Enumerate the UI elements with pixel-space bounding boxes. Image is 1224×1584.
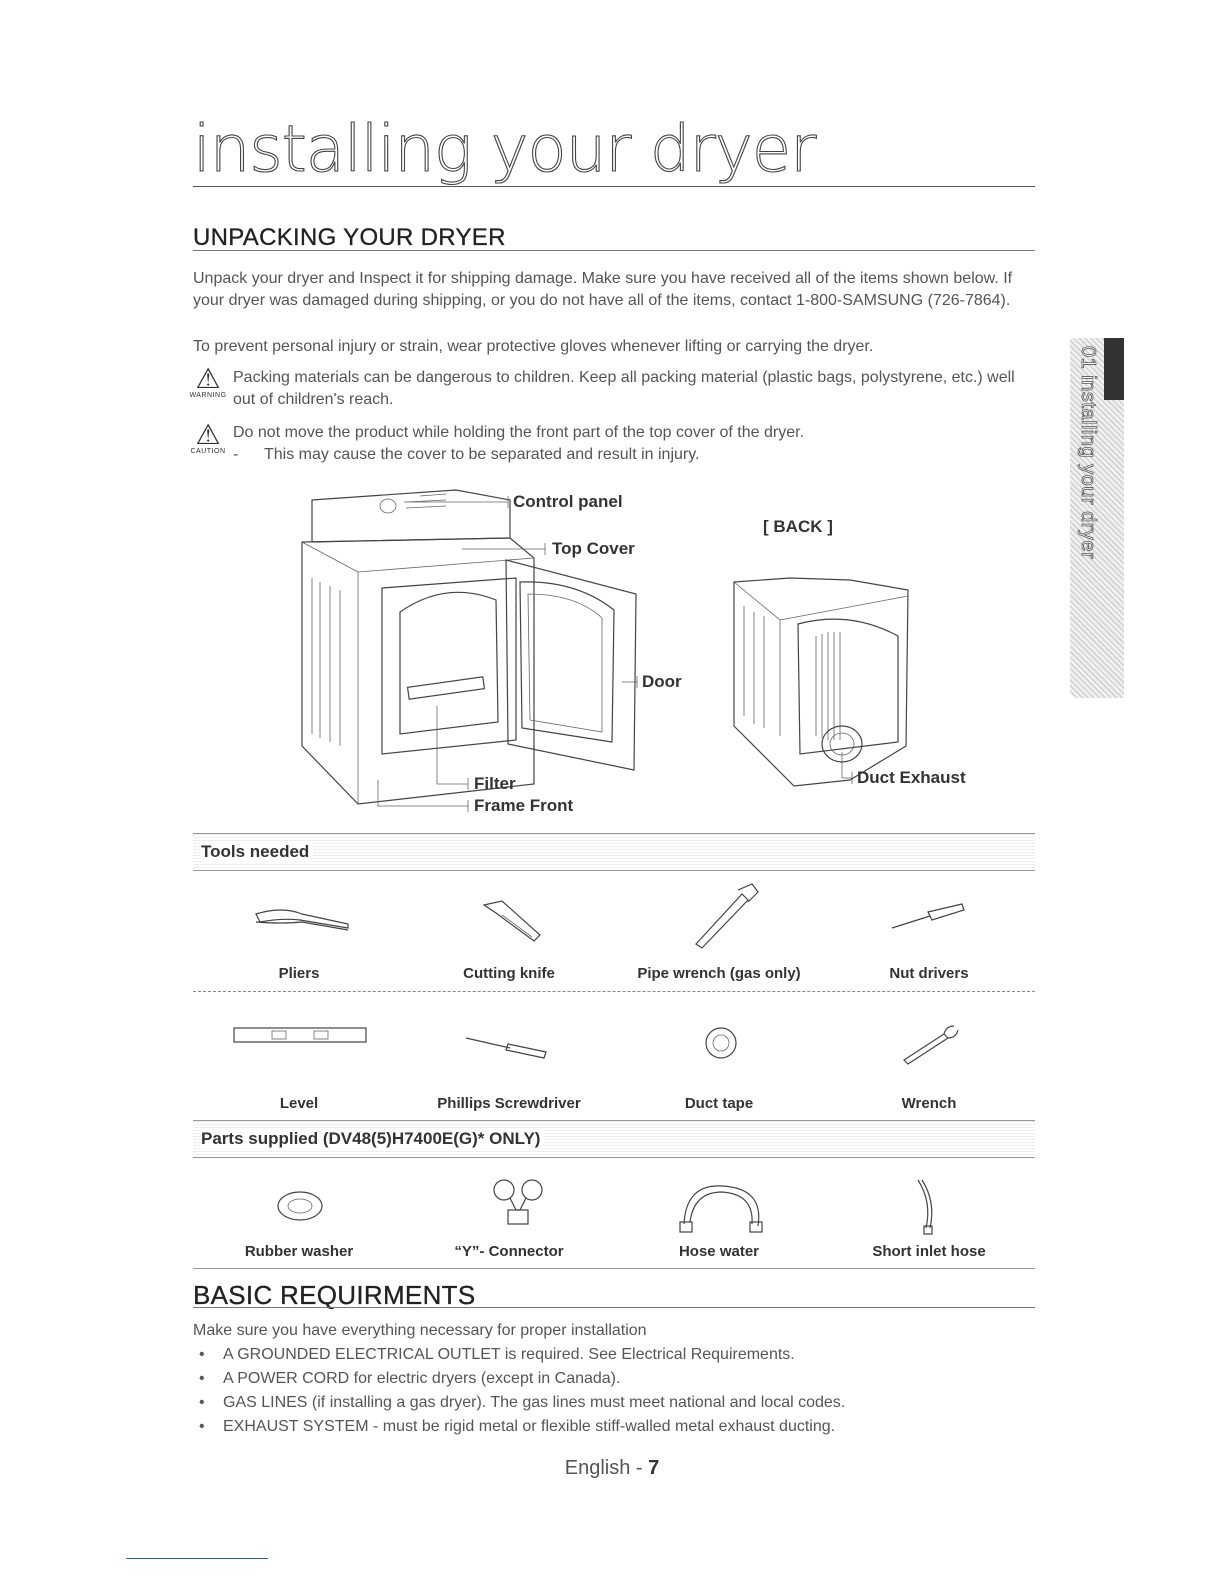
part-label-rubber-washer: Rubber washer	[244, 1243, 354, 1260]
page-number: 7	[648, 1457, 660, 1479]
requirements-list	[193, 1343, 1013, 1439]
pliers-icon	[252, 900, 352, 936]
tool-label-nut-drivers: Nut drivers	[889, 965, 969, 982]
requirements-rule	[193, 1307, 1035, 1308]
tool-label-phillips-screwdriver: Phillips Screwdriver	[437, 1095, 581, 1112]
caution-subtext: This may cause the cover to be separated and result in injury.	[264, 446, 700, 463]
label-control-panel: Control panel	[513, 492, 623, 511]
list-item: • GAS LINES (if installing a gas dryer). The gas lines must meet national and local codes.	[193, 1391, 1013, 1415]
caution-dash: -	[233, 446, 239, 463]
label-top-cover: Top Cover	[552, 539, 635, 558]
part-label-hose-water: Hose water	[678, 1243, 760, 1260]
part-label-y-connector: “Y”- Connector	[454, 1243, 564, 1260]
label-filter: Filter	[474, 774, 516, 793]
parts-heading: Parts supplied (DV48(5)H7400E(G)* ONLY)	[201, 1129, 544, 1149]
list-item: • A POWER CORD for electric dryers (except in Canada).	[193, 1367, 1013, 1391]
parts-section-bar	[193, 1120, 1035, 1158]
dryer-back-illustration	[730, 576, 920, 796]
tools-heading: Tools needed	[201, 842, 313, 862]
water-hose-icon	[676, 1178, 768, 1238]
inlet-hose-icon	[910, 1176, 940, 1238]
tools-divider	[193, 991, 1035, 992]
label-door: Door	[642, 672, 682, 691]
tool-label-pipe-wrench: Pipe wrench (gas only)	[637, 965, 801, 982]
tools-section-bar	[193, 833, 1035, 871]
y-connector-icon	[488, 1176, 548, 1228]
warning-icon: ⚠ WARNING	[186, 366, 230, 400]
warning-text: Packing materials can be dangerous to children. Keep all packing material (plastic bags, polystyrene, etc.) well out of children's reach.	[233, 369, 1015, 408]
list-item: • A GROUNDED ELECTRICAL OUTLET is required. See Electrical Requirements.	[193, 1343, 1013, 1367]
tool-label-cutting-knife: Cutting knife	[463, 965, 555, 982]
parts-bottom-rule	[193, 1268, 1035, 1269]
label-back: [ BACK ]	[763, 517, 833, 536]
warning-label: WARNING	[189, 392, 227, 399]
requirements-heading: BASIC REQUIRMENTS	[193, 1280, 476, 1310]
screwdriver-icon	[464, 1034, 548, 1060]
nut-driver-icon	[890, 902, 966, 932]
caution-icon: ⚠ CAUTION	[186, 422, 230, 456]
footer-language: English -	[564, 1457, 649, 1479]
tool-label-duct-tape: Duct tape	[684, 1095, 754, 1112]
label-frame-front: Frame Front	[474, 796, 574, 815]
unpacking-intro: Unpack your dryer and Inspect it for shipping damage. Make sure you have received all of the items shown below. If your dryer was damaged during shipping, or you do not have all of the items, contact 1-800-SAMSUNG (726-7864).	[193, 270, 1013, 309]
side-tab-label: 01 installing your dryer	[1077, 346, 1099, 560]
list-item: • EXHAUST SYSTEM - must be rigid metal or flexible stiff-walled metal exhaust ducting.	[193, 1415, 1013, 1439]
tool-label-wrench: Wrench	[901, 1095, 957, 1112]
label-duct-exhaust: Duct Exhaust	[857, 768, 966, 787]
bottom-link-line	[126, 1558, 268, 1559]
page-footer	[0, 1457, 1224, 1480]
wrench-icon	[900, 1024, 960, 1064]
unpacking-heading: UNPACKING YOUR DRYER	[193, 224, 506, 251]
requirements-intro: Make sure you have everything necessary for proper installation	[193, 1322, 647, 1339]
page-title: installing your dryer	[193, 113, 816, 187]
rubber-washer-icon	[276, 1190, 324, 1222]
pipe-wrench-icon	[692, 880, 762, 950]
caution-label: CAUTION	[190, 448, 226, 455]
tool-label-level: Level	[279, 1095, 319, 1112]
tool-label-pliers: Pliers	[278, 965, 320, 982]
cutting-knife-icon	[476, 895, 546, 945]
caution-text: Do not move the product while holding the front part of the top cover of the dryer.	[233, 424, 804, 441]
duct-tape-icon	[704, 1026, 738, 1060]
level-icon	[232, 1026, 368, 1046]
part-label-short-inlet-hose: Short inlet hose	[872, 1243, 986, 1260]
unpacking-gloves-note: To prevent personal injury or strain, wear protective gloves whenever lifting or carrying the dryer.	[193, 338, 874, 355]
